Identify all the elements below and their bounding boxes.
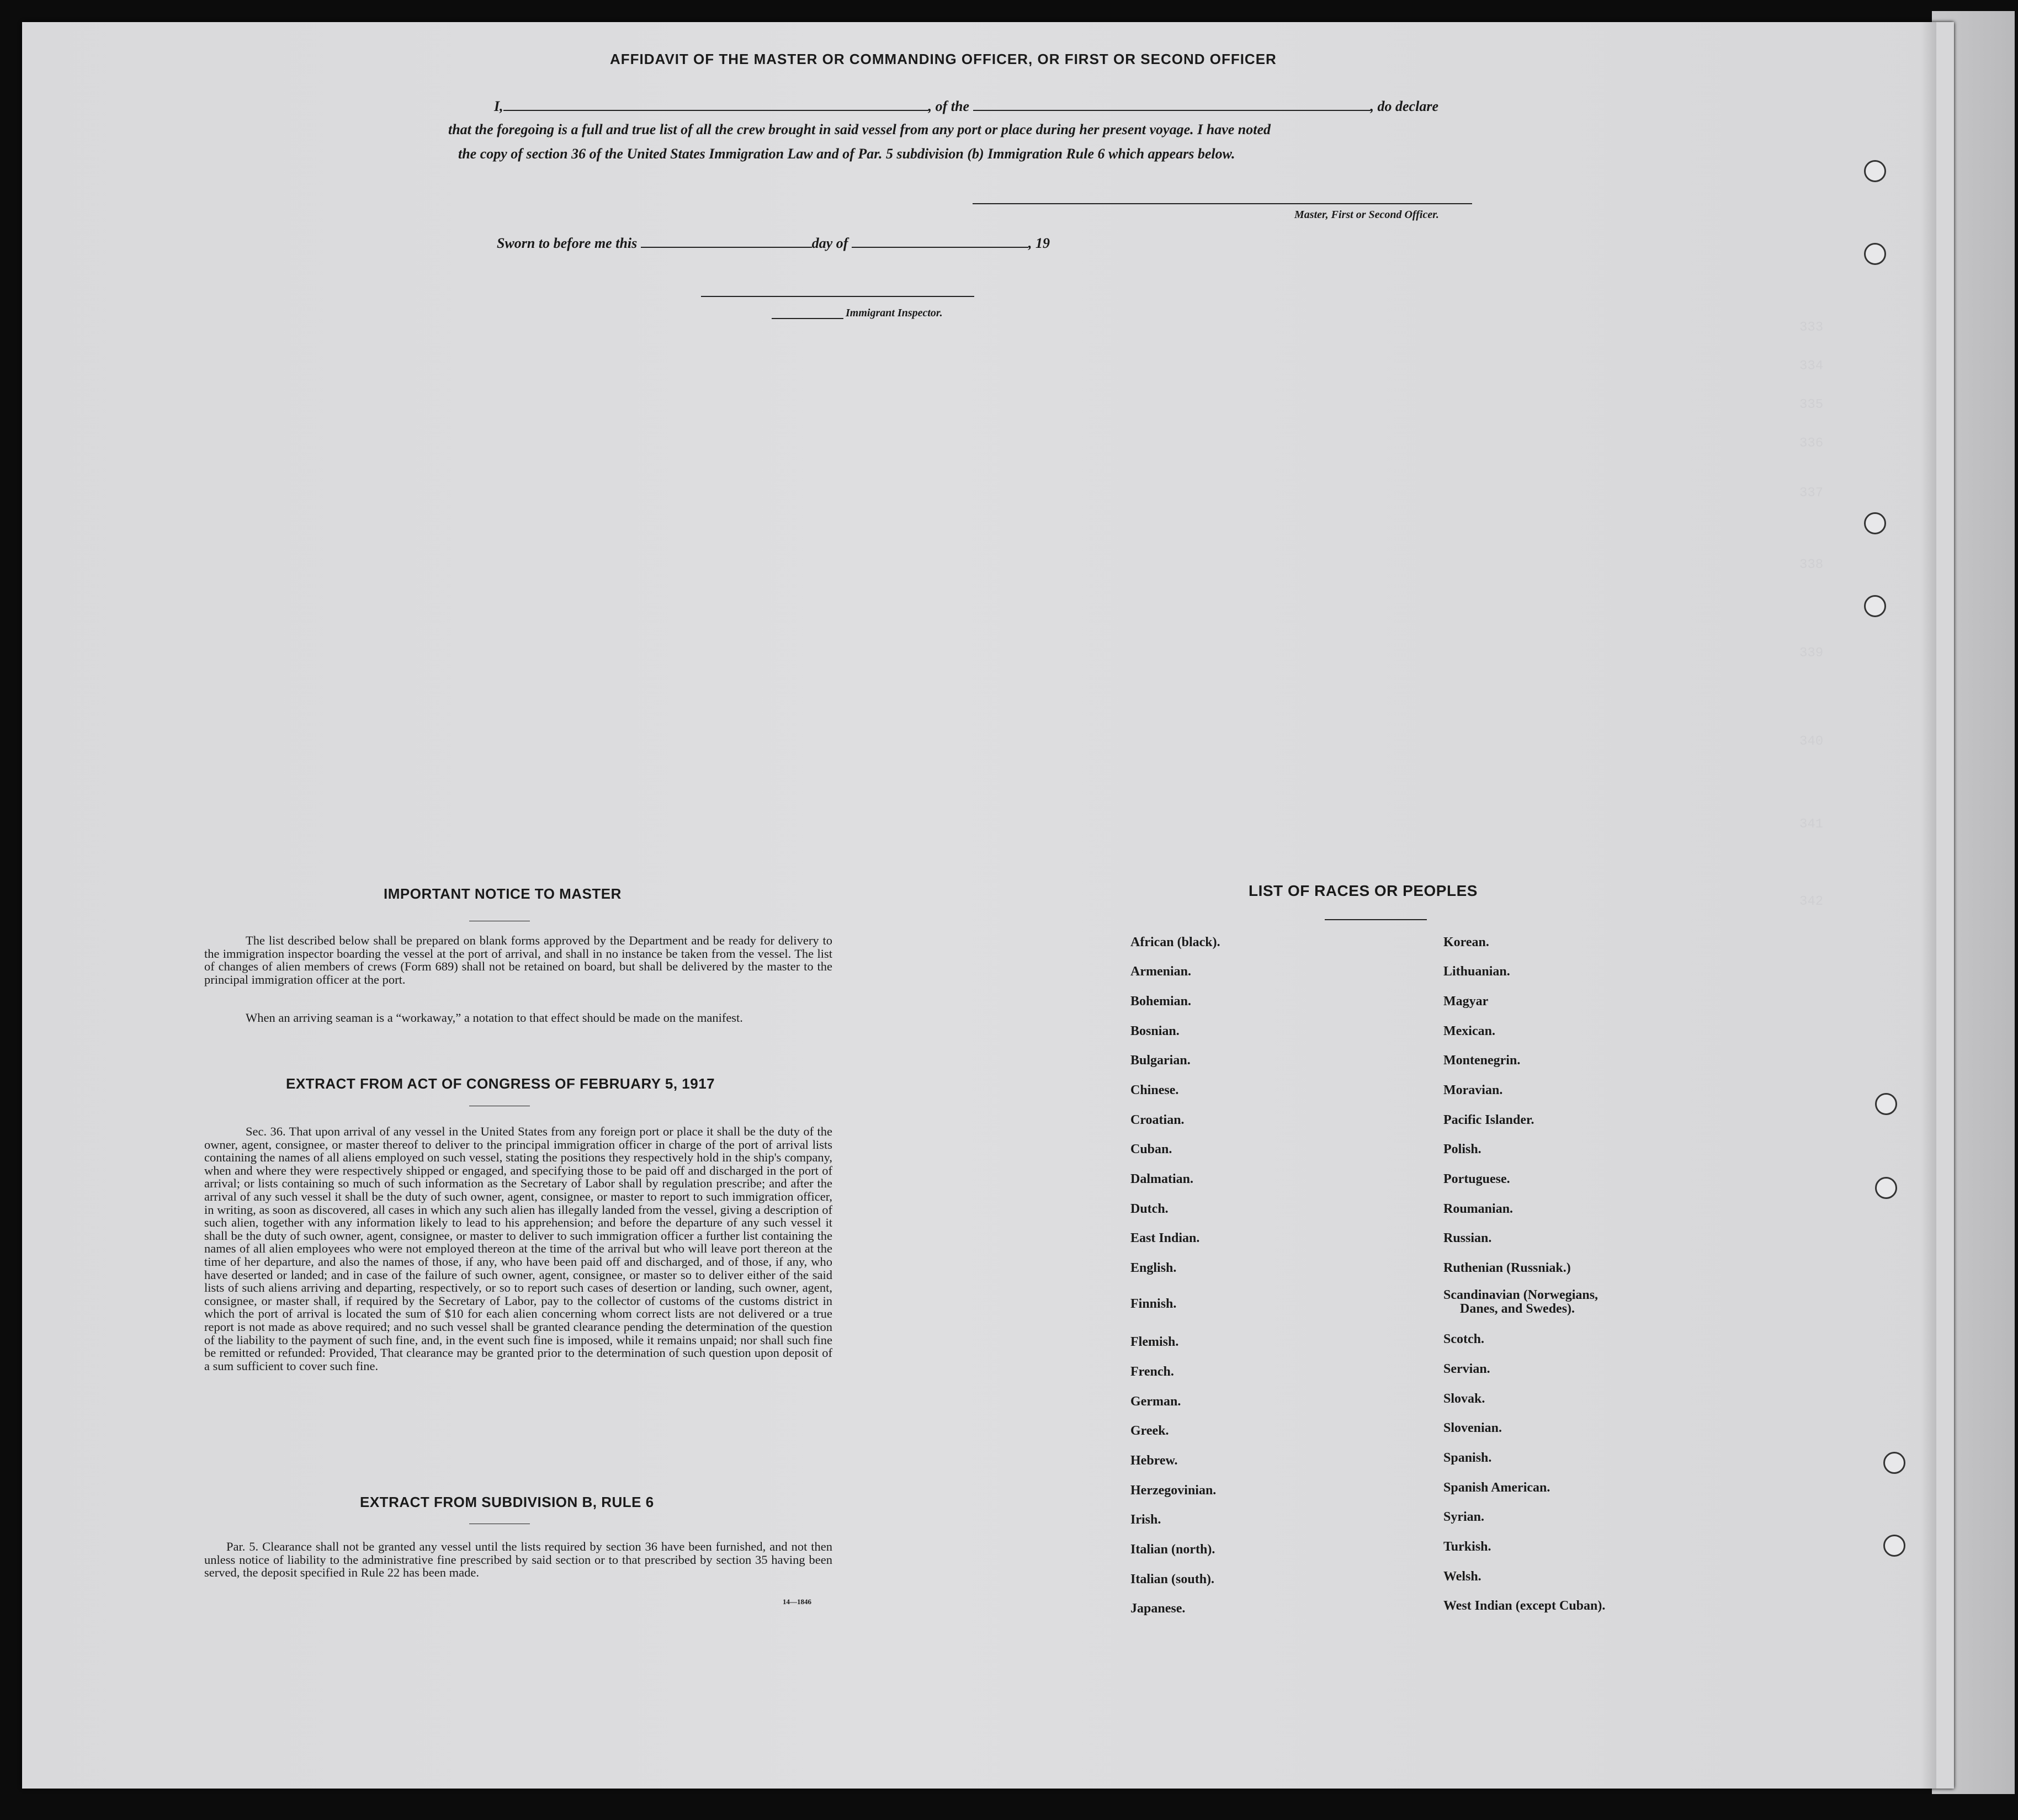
races-heading: LIST OF RACES OR PEOPLES xyxy=(1249,882,1478,899)
race-item: Italian (south). xyxy=(1130,1572,1215,1586)
race-item: African (black). xyxy=(1130,935,1220,949)
race-item: Bulgarian. xyxy=(1130,1053,1191,1068)
punch-hole xyxy=(1864,512,1886,534)
race-item: Roumanian. xyxy=(1443,1202,1514,1216)
day-of-label: day of xyxy=(811,235,848,251)
punch-hole xyxy=(1864,595,1886,617)
race-item: West Indian (except Cuban). xyxy=(1443,1599,1606,1613)
race-item: Hebrew. xyxy=(1130,1453,1178,1468)
form-number: 14—1846 xyxy=(783,1598,811,1606)
race-item: Slovak. xyxy=(1443,1392,1485,1406)
race-item: Ruthenian (Russniak.) xyxy=(1443,1261,1571,1275)
race-item: Servian. xyxy=(1443,1362,1490,1376)
notice-heading: IMPORTANT NOTICE TO MASTER xyxy=(384,885,622,902)
punch-hole xyxy=(1883,1535,1905,1557)
punch-hole xyxy=(1883,1452,1905,1474)
race-item: Scandinavian (Norwegians, xyxy=(1443,1288,1599,1302)
race-item: Magyar xyxy=(1443,994,1489,1009)
race-item: East Indian. xyxy=(1130,1231,1200,1245)
master-signature-label: Master, First or Second Officer. xyxy=(1294,209,1439,221)
inspector-signature-label: Immigrant Inspector. xyxy=(846,307,943,319)
inspector-lead-line xyxy=(772,318,843,319)
vessel-blank[interactable] xyxy=(973,110,1371,111)
page-fold-shadow xyxy=(1921,22,1936,1789)
race-item: Polish. xyxy=(1443,1142,1481,1156)
race-item: Korean. xyxy=(1443,935,1489,949)
race-item: Slovenian. xyxy=(1443,1421,1502,1435)
race-item: Japanese. xyxy=(1130,1601,1186,1616)
race-item: Welsh. xyxy=(1443,1569,1481,1584)
notice-paragraph-2: When an arriving seaman is a “workaway,” a notation to that effect should be made on the manifest. xyxy=(246,1011,743,1025)
race-item: Turkish. xyxy=(1443,1540,1491,1554)
race-item: German. xyxy=(1130,1394,1181,1409)
race-item: Croatian. xyxy=(1130,1113,1185,1127)
race-item: Dalmatian. xyxy=(1130,1172,1193,1186)
race-item: Syrian. xyxy=(1443,1510,1485,1524)
race-item: Mexican. xyxy=(1443,1024,1495,1038)
year-label: , 19 xyxy=(1028,235,1050,251)
punch-hole xyxy=(1875,1177,1897,1199)
name-blank[interactable] xyxy=(503,110,928,111)
do-declare-label: , do declare xyxy=(1370,98,1438,114)
race-item: Russian. xyxy=(1443,1231,1492,1245)
race-item: Portuguese. xyxy=(1443,1172,1510,1186)
race-item: Italian (north). xyxy=(1130,1542,1215,1557)
punch-hole xyxy=(1864,160,1886,182)
race-item: English. xyxy=(1130,1261,1177,1275)
sworn-day-blank[interactable] xyxy=(641,247,812,248)
affidavit-declaration-line xyxy=(494,98,1499,115)
master-signature-line[interactable] xyxy=(973,203,1472,204)
inspector-signature-line[interactable] xyxy=(701,296,974,297)
race-item: Irish. xyxy=(1130,1513,1161,1527)
race-item: Dutch. xyxy=(1130,1202,1169,1216)
races-divider xyxy=(1325,919,1427,920)
race-item: Greek. xyxy=(1130,1424,1169,1438)
race-item: Cuban. xyxy=(1130,1142,1172,1156)
race-item: Montenegrin. xyxy=(1443,1053,1521,1068)
punch-hole xyxy=(1875,1093,1897,1115)
race-item: Bosnian. xyxy=(1130,1024,1180,1038)
affidavit-title: AFFIDAVIT OF THE MASTER OR COMMANDING OFFICER, OR FIRST OR SECOND OFFICER xyxy=(610,51,1277,67)
extract-act-text: Sec. 36. That upon arrival of any vessel in the United States from any foreign port or place it shall be the duty of the owner, agent, consignee, or master thereof to deliver to the principal immigration officer in charge of the port of arrival lists containing the names of all aliens employed on such vessel, stating the positions they respectively hold in the ship's company, when and where they were respectively shipped or engaged, and specifying those to be paid off and discharged in the port of arrival; or lists containing so much of such information as the Secretary of Labor shall by regulation prescribe; and after the arrival of any such vessel it shall be the duty of such owner, agent, consignee, or master to report to such immigration officer, in writing, as soon as discovered, all cases in which any such alien has illegally landed from the vessel, giving a description of such alien, together with any information likely to lead to his apprehension; and before the departure of any such vessel it shall be the duty of such owner, agent, consignee, or master to deliver to such immigration officer a further list containing the names of all alien employees who were not employed thereon at the time of the arrival but who will leave port thereon at the time of her departure, and also the names of those, if any, who have been paid off and discharged, and of those, if any, who have deserted or landed; and in case of the failure of such owner, agent, consignee, or master so to deliver either of the said lists of such aliens arriving and departing, respectively, or so to report such cases of desertion or landing, such owner, agent, consignee, or master shall, if required by the Secretary of Labor, pay to the collector of customs of the customs district in which the port of arrival is located the sum of $10 for each alien concerning whom correct lists are not delivered or a true report is not made as above required; and no such vessel shall be granted clearance pending the determination of the question of the liability to the payment of such fine, and, in the event such fine is imposed, while it remains unpaid; nor shall such fine be remitted or refunded: Provided, That clearance may be granted prior to the determination of such question upon deposit of a sum sufficient to cover such fine. xyxy=(204,1124,832,1373)
extract-rule-heading: EXTRACT FROM SUBDIVISION B, RULE 6 xyxy=(360,1494,654,1510)
race-item: French. xyxy=(1130,1365,1174,1379)
race-item: Spanish American. xyxy=(1443,1481,1550,1495)
race-item: Spanish. xyxy=(1443,1451,1492,1465)
of-the-label: , of the xyxy=(928,98,970,114)
affidavit-line-3: the copy of section 36 of the United States Immigration Law and of Par. 5 subdivision (b) Immigration Rule 6 which appears below. xyxy=(458,146,1235,162)
affidavit-line-2: that the foregoing is a full and true list of all the crew brought in said vessel from any port or place during her present voyage. I have noted xyxy=(448,121,1271,137)
race-item: Lithuanian. xyxy=(1443,964,1510,979)
race-item: Flemish. xyxy=(1130,1335,1179,1349)
race-item: Moravian. xyxy=(1443,1083,1503,1097)
extract-rule-text: Par. 5. Clearance shall not be granted any vessel until the lists required by section 36 have been furnished, and not then unless notice of liability to the administrative fine prescribed by said section or to that prescribed by section 35 having been served, the deposit specified in Rule 22 has been made. xyxy=(204,1540,832,1580)
race-item: Herzegovinian. xyxy=(1130,1483,1217,1498)
notice-paragraph-1: The list described below shall be prepared on blank forms approved by the Department and be ready for delivery to the immigration inspector boarding the vessel at the port of arrival, and shall in no instance be taken from the vessel. The list of changes of alien members of crews (Form 689) shall not be retained on board, but shall be delivered by the master to the principal immigration officer at the port. xyxy=(204,933,832,986)
sworn-label: Sworn to before me this xyxy=(497,235,638,251)
race-item: Pacific Islander. xyxy=(1443,1113,1534,1127)
sworn-line xyxy=(497,235,1050,252)
extract-act-heading: EXTRACT FROM ACT OF CONGRESS OF FEBRUARY 5, 1917 xyxy=(286,1075,715,1092)
race-item: Finnish. xyxy=(1130,1297,1177,1311)
race-item: Danes, and Swedes). xyxy=(1460,1302,1575,1316)
sworn-month-blank[interactable] xyxy=(852,247,1028,248)
race-item: Scotch. xyxy=(1443,1332,1484,1346)
i-label: I, xyxy=(494,98,503,114)
race-item: Bohemian. xyxy=(1130,994,1192,1009)
manifest-page xyxy=(22,22,1954,1789)
punch-hole xyxy=(1864,243,1886,265)
race-item: Armenian. xyxy=(1130,964,1191,979)
race-item: Chinese. xyxy=(1130,1083,1179,1097)
